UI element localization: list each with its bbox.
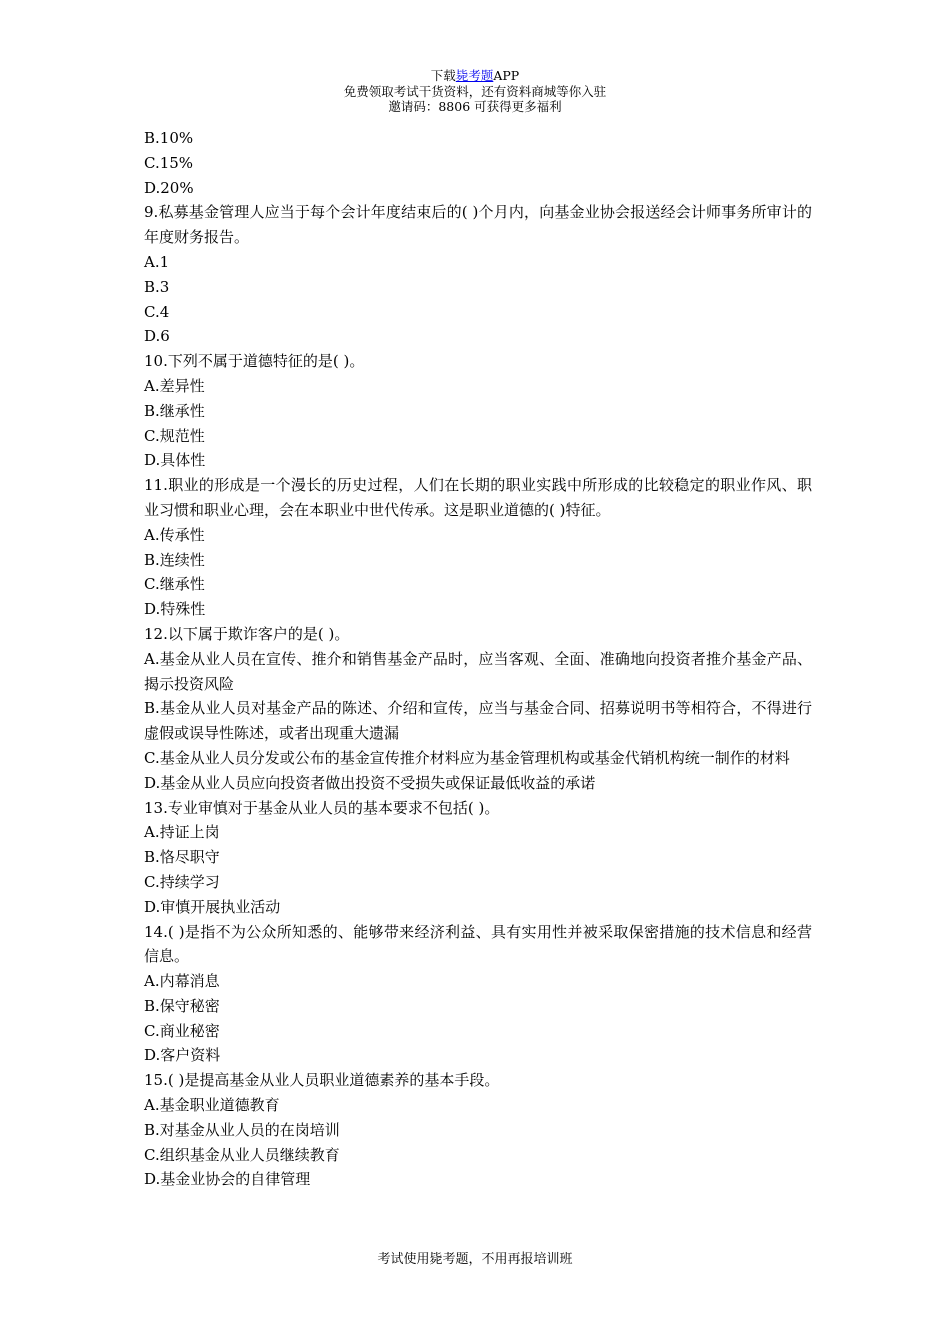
option-text: B.3 bbox=[144, 277, 170, 296]
option-text: A.差异性 bbox=[144, 376, 205, 395]
question-text: 14.( )是指不为公众所知悉的、能够带来经济利益、具有实用性并被采取保密措施的技术信息和经营信息。 bbox=[144, 922, 812, 966]
question-text: 13.专业审慎对于基金从业人员的基本要求不包括( )。 bbox=[144, 798, 500, 817]
option-text: C.继承性 bbox=[144, 575, 205, 594]
option-text: D.基金业协会的自律管理 bbox=[144, 1170, 311, 1189]
question-text: 12.以下属于欺诈客户的是( )。 bbox=[144, 624, 350, 643]
header-download-suffix: APP bbox=[493, 68, 520, 83]
option-text: D.特殊性 bbox=[144, 600, 206, 619]
option-text: D.基金从业人员应向投资者做出投资不受损失或保证最低收益的承诺 bbox=[144, 773, 596, 792]
option-text: C.基金从业人员分发或公布的基金宣传推介材料应为基金管理机构或基金代销机构统一制作的材料 bbox=[144, 748, 790, 767]
option-text: A.基金从业人员在宣传、推介和销售基金产品时，应当客观、全面、准确地向投资者推介基金产品、揭示投资风险 bbox=[144, 649, 812, 693]
header-invite-line: 邀请码：8806 可获得更多福利 bbox=[388, 99, 562, 114]
header-promo-line: 免费领取考试干货资料，还有资料商城等你入驻 bbox=[343, 83, 607, 99]
option-text: A.1 bbox=[144, 252, 170, 271]
page-footer: 考试使用毙考题，不用再报培训班 bbox=[377, 1252, 573, 1267]
option-text: C.持续学习 bbox=[144, 872, 220, 891]
question-text: 10.下列不属于道德特征的是( )。 bbox=[144, 352, 365, 371]
page-header bbox=[0, 68, 950, 115]
option-text: D.20% bbox=[144, 178, 194, 197]
option-text: A.持证上岗 bbox=[144, 823, 220, 842]
option-text: C.商业秘密 bbox=[144, 1021, 220, 1040]
option-text: C.规范性 bbox=[144, 426, 205, 445]
header-download-prefix: 下载 bbox=[430, 68, 456, 83]
option-text: A.内幕消息 bbox=[144, 972, 220, 991]
app-name-link[interactable]: 毙考题 bbox=[455, 68, 494, 83]
option-text: B.基金从业人员对基金产品的陈述、介绍和宣传，应当与基金合同、招募说明书等相符合，不得进行虚假或误导性陈述，或者出现重大遗漏 bbox=[144, 699, 812, 743]
option-text: C.15% bbox=[144, 153, 194, 172]
option-text: B.继承性 bbox=[144, 401, 205, 420]
option-text: D.6 bbox=[144, 327, 170, 346]
option-text: B.恪尽职守 bbox=[144, 848, 220, 867]
option-text: C.组织基金从业人员继续教育 bbox=[144, 1145, 340, 1164]
question-text: 15.( )是提高基金从业人员职业道德素养的基本手段。 bbox=[144, 1071, 500, 1090]
option-text: B.连续性 bbox=[144, 550, 205, 569]
option-text: A.基金职业道德教育 bbox=[144, 1096, 280, 1115]
question-list bbox=[144, 126, 812, 1192]
option-text: C.4 bbox=[144, 302, 170, 321]
question-text: 11.职业的形成是一个漫长的历史过程，人们在长期的职业实践中所形成的比较稳定的职业作风、职业习惯和职业心理，会在本职业中世代传承。这是职业道德的( )特征。 bbox=[144, 476, 812, 519]
option-text: D.具体性 bbox=[144, 451, 206, 470]
option-text: B.对基金从业人员的在岗培训 bbox=[144, 1120, 340, 1139]
question-text: 9.私募基金管理人应当于每个会计年度结束后的( )个月内，向基金业协会报送经会计师事务所审计的年度财务报告。 bbox=[144, 203, 812, 247]
option-text: B.保守秘密 bbox=[144, 996, 220, 1015]
header-download-line bbox=[0, 68, 950, 84]
option-text: B.10% bbox=[144, 129, 194, 147]
option-text: D.客户资料 bbox=[144, 1046, 221, 1065]
option-text: D.审慎开展执业活动 bbox=[144, 897, 281, 916]
option-text: A.传承性 bbox=[144, 525, 205, 544]
